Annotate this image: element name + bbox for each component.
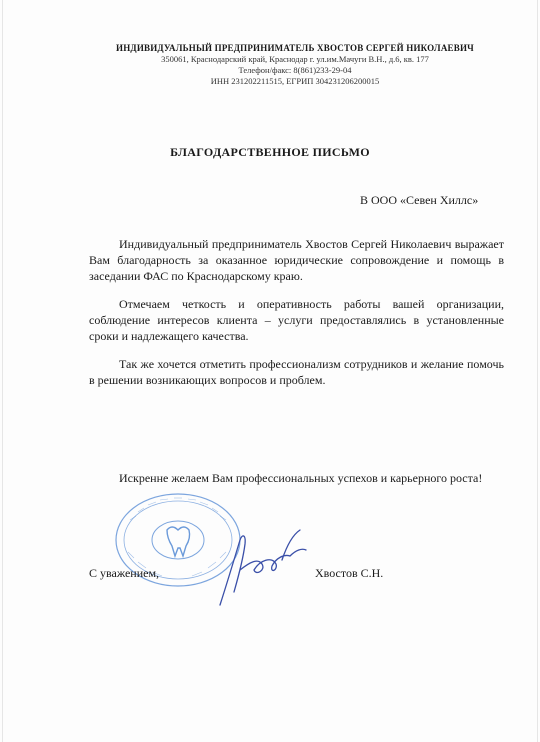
signer-name: Хвостов С.Н. [315,566,384,580]
recipient: В ООО «Севен Хиллс» [360,193,479,207]
letterhead-ids: ИНН 231202211515, ЕГРИП 304231206200015 [210,76,380,86]
handwritten-signature [210,520,310,610]
paragraph-gratitude: Индивидуальный предприниматель Хвостов Сергей Николаевич выражает Вам благодарность за оказанное юридические сопровождение и помощь в заседании ФАС по Краснодарскому краю. [89,237,504,283]
page-edge-right [537,0,538,742]
letterhead-name: ИНДИВИДУАЛЬНЫЙ ПРЕДПРИНИМАТЕЛЬ ХВОСТОВ СЕРГЕЙ НИКОЛАЕВИЧ [116,43,474,53]
letter-body [89,236,504,400]
page-edge-left [2,0,3,742]
letter-title: БЛАГОДАРСТВЕННОЕ ПИСЬМО [170,145,370,159]
letterhead [60,42,530,87]
paragraph-professionalism: Так же хочется отметить профессионализм сотрудников и желание помочь в решении возникающих вопросов и проблем. [89,357,504,387]
closing-regards: С уважением, [89,566,160,580]
letterhead-phone: Телефон/факс: 8(861)233-29-04 [238,65,352,75]
letterhead-address: 350061, Краснодарский край, Краснодар г. ул.им.Мачуги В.Н., д.6, кв. 177 [161,54,429,64]
paragraph-quality: Отмечаем четкость и оперативность работы вашей организации, соблюдение интересов клиента – услуги предоставлялись в установленные сроки и надлежащего качества. [89,297,504,343]
paragraph-wishes: Искренне желаем Вам профессиональных успехов и карьерного роста! [119,471,483,485]
